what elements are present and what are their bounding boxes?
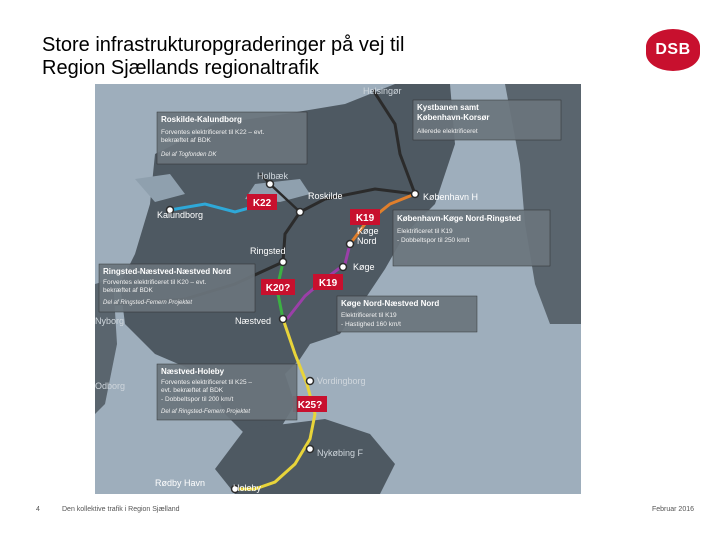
callout-koge-naestved-line: - Hastighed 160 km/t xyxy=(341,321,401,328)
route-label-k20-text: K20? xyxy=(265,283,291,294)
town-roskilde: Roskilde xyxy=(308,191,343,201)
callout-naestved-holeby-title: Næstved-Holeby xyxy=(161,367,225,376)
route-label-k19a xyxy=(350,209,380,225)
route-label-k19b-text: K19 xyxy=(318,278,338,289)
station-roskilde xyxy=(297,209,304,216)
callout-naestved-holeby-line: Forventes elektrificeret til K25 – xyxy=(161,379,253,386)
callout-koge-naestved-line: Elektrificeret til K19 xyxy=(341,312,397,319)
town-nykobing: Nykøbing F xyxy=(317,448,364,458)
callout-roskilde-kalundborg xyxy=(157,112,307,164)
station-kobenhavn xyxy=(412,191,419,198)
town-nyborg: Nyborg xyxy=(95,316,125,326)
callout-naestved-holeby-line: - Dobbeltspor til 200 km/t xyxy=(161,396,234,403)
station-nykobing xyxy=(307,446,314,453)
callout-naestved-holeby-line: evt. bekræftet af BDK xyxy=(161,387,224,394)
town-ringsted: Ringsted xyxy=(250,246,286,256)
callout-kystbanen-title: Kystbanen samt xyxy=(417,103,479,112)
station-koge xyxy=(340,264,347,271)
route-label-k25-text: K25? xyxy=(297,400,323,411)
callout-roskilde-kalundborg-title: Roskilde-Kalundborg xyxy=(161,115,242,124)
station-ringsted xyxy=(280,259,287,266)
callout-kobenhavn-koge-ringsted-line: Elektrificeret til K19 xyxy=(397,228,453,235)
town-koge: Køge xyxy=(353,262,375,272)
callout-roskilde-kalundborg-line: Forventes elektrificeret til K22 – evt. xyxy=(161,129,265,136)
footer-text: Den kollektive trafik i Region Sjælland xyxy=(62,506,180,513)
town-kalundborg: Kalundborg xyxy=(157,210,204,220)
callout-roskilde-kalundborg-line: Del af Togfonden DK xyxy=(161,152,217,158)
town-rodby: Rødby Havn xyxy=(155,478,206,488)
slide-title: Store infrastrukturopgraderinger på vej til Region Sjællands regionaltrafik xyxy=(42,34,405,79)
town-kobenhavn: København H xyxy=(423,192,479,202)
callout-ringsted-naestved-line: bekræftet af BDK xyxy=(103,287,153,294)
route-label-k22 xyxy=(247,194,277,210)
callout-kystbanen-title: København-Korsør xyxy=(417,113,490,122)
callout-ringsted-naestved-title: Ringsted-Næstved-Næstved Nord xyxy=(103,267,232,276)
callout-ringsted-naestved-line: Del af Ringsted-Femern Projektet xyxy=(103,300,193,306)
callout-koge-naestved xyxy=(337,296,477,332)
page-number: 4 xyxy=(36,506,40,513)
route-label-k20 xyxy=(261,279,295,295)
town-vordingborg: Vordingborg xyxy=(317,376,366,386)
callout-kystbanen-line: Allerede elektrificeret xyxy=(417,128,478,135)
town-helsingor: Helsingør xyxy=(363,86,402,96)
town-holbaek: Holbæk xyxy=(257,171,289,181)
route-label-k25 xyxy=(293,396,327,412)
logo-text: DSB xyxy=(655,41,691,58)
town-koge-nord: Køge Nord xyxy=(357,226,379,246)
callout-roskilde-kalundborg-line: bekræftet af BDK xyxy=(161,137,211,144)
callout-ringsted-naestved-line: Forventes elektrificeret til K20 – evt. xyxy=(103,279,207,286)
callout-kobenhavn-koge-ringsted-title: København-Køge Nord-Ringsted xyxy=(397,214,521,223)
station-naestved xyxy=(280,316,287,323)
callout-kobenhavn-koge-ringsted xyxy=(393,210,550,266)
route-label-k22-text: K22 xyxy=(252,198,272,209)
town-holeby: Holeby xyxy=(233,483,262,493)
station-holbaek xyxy=(267,181,274,188)
callout-kobenhavn-koge-ringsted-line: - Dobbeltspor til 250 km/t xyxy=(397,237,470,244)
callout-ringsted-naestved xyxy=(99,264,255,312)
callout-naestved-holeby-line: Del af Ringsted-Femern Projektet xyxy=(161,409,251,415)
footer-date: Februar 2016 xyxy=(651,506,694,513)
callout-kystbanen xyxy=(413,100,561,140)
town-svendborg: Odborg xyxy=(95,381,126,391)
callout-koge-naestved-title: Køge Nord-Næstved Nord xyxy=(341,299,440,308)
route-label-k19a-text: K19 xyxy=(355,213,375,224)
station-vordingborg xyxy=(307,378,314,385)
station-koge-nord xyxy=(347,241,354,248)
dsb-logo xyxy=(646,29,700,71)
rail-map xyxy=(95,84,581,494)
callout-naestved-holeby xyxy=(157,364,297,420)
route-label-k19b xyxy=(313,274,343,290)
town-naestved: Næstved xyxy=(235,316,272,326)
